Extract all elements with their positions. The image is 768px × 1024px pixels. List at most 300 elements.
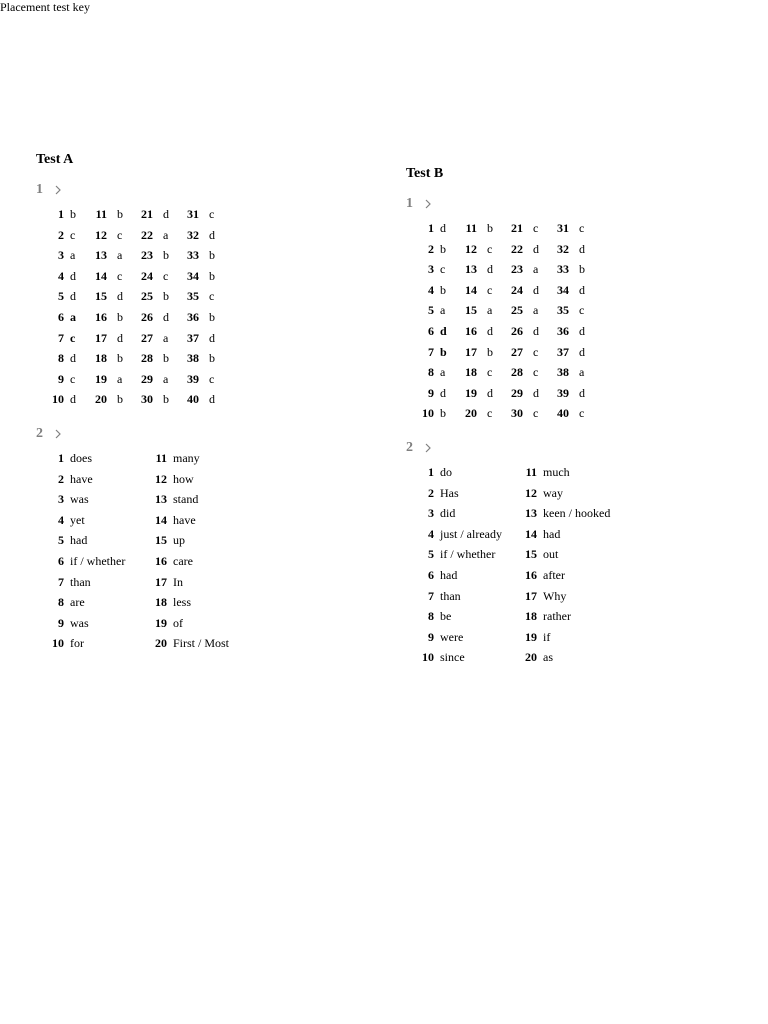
answer-value: b [487, 221, 493, 235]
question-number: 40 [557, 406, 569, 421]
answer-row [36, 592, 191, 613]
question-number: 17 [95, 330, 107, 345]
test-b-section-1-answers [406, 218, 585, 424]
answer-value: care [173, 553, 193, 568]
answer-value: much [543, 464, 570, 479]
question-number: 16 [525, 567, 537, 582]
question-number: 7 [428, 344, 434, 359]
answer-value: a [117, 371, 123, 386]
question-number: 22 [511, 241, 523, 256]
question-number: 3 [428, 262, 434, 277]
question-number: 9 [58, 615, 64, 630]
answer-value: many [173, 450, 200, 465]
question-number: 37 [187, 330, 199, 345]
answer-value: were [440, 629, 464, 644]
question-number: 19 [155, 615, 167, 630]
question-number: 15 [525, 547, 537, 562]
question-number: 18 [95, 351, 107, 366]
question-number: 28 [141, 351, 153, 366]
answer-value: rather [543, 609, 571, 624]
answer-row [406, 483, 563, 504]
test-a-section [36, 152, 230, 654]
answer-value: stand [173, 492, 199, 507]
question-number: 33 [187, 248, 199, 263]
question-number: 14 [155, 512, 167, 527]
test-b-title: Test B [406, 166, 444, 181]
question-number: 1 [428, 221, 434, 235]
answer-value: be [440, 609, 452, 624]
answer-value: c [440, 262, 446, 277]
answer-row [36, 510, 196, 531]
answer-value: b [209, 268, 215, 283]
answer-value: b [440, 282, 446, 297]
section-number: 1 [406, 196, 413, 211]
question-number: 10 [52, 392, 64, 407]
question-number: 38 [557, 365, 569, 380]
question-number: 37 [557, 344, 569, 359]
answer-row [406, 503, 611, 524]
test-a-section-1-answers [36, 204, 215, 410]
question-number: 1 [58, 207, 64, 221]
answer-value: a [163, 371, 169, 386]
section-number: 1 [36, 182, 43, 197]
question-number: 10 [422, 650, 434, 665]
question-number: 27 [511, 344, 523, 359]
test-a-section-1-heading [36, 182, 73, 198]
question-number: 20 [95, 392, 107, 407]
answer-row [36, 369, 215, 390]
answer-value: a [70, 309, 76, 324]
question-number: 5 [428, 547, 434, 562]
test-b-section-1-heading [406, 196, 443, 212]
answer-value: c [70, 371, 76, 386]
answer-value: c [163, 268, 169, 283]
answer-row [406, 586, 567, 607]
answer-value: a [163, 330, 169, 345]
question-number: 1 [58, 450, 64, 465]
answer-value: In [173, 574, 183, 589]
answer-value: d [209, 227, 215, 242]
answer-row [36, 448, 200, 469]
test-b-section-2-answers [406, 462, 611, 668]
answer-value: a [70, 248, 76, 263]
question-number: 17 [155, 574, 167, 589]
answer-value: c [487, 282, 493, 297]
question-number: 19 [95, 371, 107, 386]
question-number: 6 [428, 323, 434, 338]
answer-value: c [487, 241, 493, 256]
question-number: 5 [58, 289, 64, 304]
answer-value: how [173, 471, 194, 486]
answer-value: have [173, 512, 196, 527]
chevron-right-icon [53, 429, 63, 439]
answer-value: d [117, 289, 123, 304]
answer-value: since [440, 650, 465, 665]
answer-value: was [70, 492, 89, 507]
question-number: 12 [95, 227, 107, 242]
answer-row [36, 307, 215, 328]
answer-value: than [440, 588, 461, 603]
question-number: 21 [511, 221, 523, 235]
answer-value: c [533, 406, 539, 421]
answer-value: a [440, 365, 446, 380]
chevron-right-icon [423, 443, 433, 453]
question-number: 11 [155, 450, 167, 465]
answer-value: b [70, 207, 76, 221]
answer-row [406, 342, 585, 363]
answer-row [406, 362, 585, 383]
answer-value: b [117, 309, 123, 324]
question-number: 14 [465, 282, 477, 297]
answer-value: c [487, 406, 493, 421]
answer-row [36, 348, 215, 369]
question-number: 32 [557, 241, 569, 256]
answer-value: c [579, 221, 585, 235]
answer-value: b [209, 248, 215, 263]
question-number: 16 [95, 309, 107, 324]
answer-value: just / already [440, 526, 502, 541]
answer-value: b [440, 406, 446, 421]
answer-value: than [70, 574, 91, 589]
answer-value: a [117, 248, 123, 263]
question-number: 15 [95, 289, 107, 304]
answer-row [36, 266, 215, 287]
question-number: 23 [511, 262, 523, 277]
answer-value: way [543, 485, 563, 500]
question-number: 38 [187, 351, 199, 366]
question-number: 8 [58, 595, 64, 610]
question-number: 29 [141, 371, 153, 386]
answer-value: a [440, 303, 446, 318]
answer-value: d [70, 289, 76, 304]
question-number: 10 [422, 406, 434, 421]
question-number: 25 [141, 289, 153, 304]
answer-row [36, 489, 199, 510]
answer-row [406, 627, 551, 648]
answer-value: c [70, 330, 76, 345]
answer-row [36, 225, 215, 246]
question-number: 21 [141, 207, 153, 221]
question-number: 12 [525, 485, 537, 500]
answer-row [36, 551, 193, 572]
question-number: 22 [141, 227, 153, 242]
question-number: 2 [428, 241, 434, 256]
question-number: 18 [525, 609, 537, 624]
answer-value: b [440, 344, 447, 359]
answer-value: less [173, 595, 191, 610]
test-a-title: Test A [36, 152, 74, 167]
answer-row [406, 239, 585, 260]
answer-value: c [117, 227, 123, 242]
answer-value: d [533, 385, 539, 400]
answer-value: c [533, 221, 539, 235]
answer-value: b [117, 392, 123, 407]
question-number: 31 [187, 207, 199, 221]
answer-value: d [163, 207, 169, 221]
document-title: Placement test key [0, 0, 90, 14]
answer-value: a [533, 303, 539, 318]
question-number: 35 [187, 289, 199, 304]
answer-value: d [487, 385, 493, 400]
question-number: 29 [511, 385, 523, 400]
question-number: 14 [525, 526, 537, 541]
answer-value: c [579, 406, 585, 421]
question-number: 33 [557, 262, 569, 277]
answer-value: c [533, 344, 539, 359]
section-number: 2 [36, 425, 43, 441]
question-number: 16 [465, 323, 477, 338]
test-b-section [406, 166, 611, 668]
answer-value: Why [543, 588, 567, 603]
answer-value: b [117, 207, 123, 221]
answer-value: a [163, 227, 169, 242]
answer-row [36, 204, 215, 225]
answer-value: b [117, 351, 123, 366]
question-number: 18 [155, 595, 167, 610]
answer-value: c [70, 227, 76, 242]
answer-row [36, 613, 183, 634]
question-number: 13 [155, 492, 167, 507]
question-number: 15 [155, 533, 167, 548]
answer-value: b [209, 309, 215, 324]
question-number: 10 [52, 636, 64, 651]
answer-value: had [543, 526, 561, 541]
question-number: 7 [58, 574, 64, 589]
question-number: 19 [465, 385, 477, 400]
answer-value: had [440, 567, 458, 582]
question-number: 4 [58, 512, 64, 527]
answer-value: d [70, 392, 76, 407]
answer-row [406, 218, 585, 239]
question-number: 3 [58, 248, 64, 263]
answer-value: d [70, 351, 76, 366]
answer-row [406, 462, 570, 483]
answer-value: d [579, 323, 585, 338]
answer-value: a [533, 262, 539, 277]
question-number: 11 [95, 207, 107, 221]
question-number: 36 [557, 323, 569, 338]
question-number: 15 [465, 303, 477, 318]
answer-value: for [70, 636, 84, 651]
answer-value: after [543, 567, 565, 582]
answer-value: d [579, 385, 585, 400]
question-number: 16 [155, 553, 167, 568]
question-number: 11 [525, 464, 537, 479]
answer-value: had [70, 533, 88, 548]
chevron-right-icon [53, 185, 63, 195]
answer-value: b [163, 351, 169, 366]
question-number: 20 [155, 636, 167, 651]
section-number: 2 [406, 439, 413, 455]
question-number: 2 [58, 227, 64, 242]
answer-row [36, 530, 185, 551]
answer-value: c [209, 207, 215, 221]
answer-value: keen / hooked [543, 506, 611, 521]
question-number: 13 [525, 506, 537, 521]
answer-value: c [487, 365, 493, 380]
question-number: 14 [95, 268, 107, 283]
answer-value: do [440, 464, 452, 479]
question-number: 9 [428, 385, 434, 400]
answer-value: d [163, 309, 169, 324]
chevron-right-icon [423, 199, 433, 209]
answer-row [406, 606, 571, 627]
question-number: 39 [557, 385, 569, 400]
answer-row [406, 383, 585, 404]
answer-value: b [487, 344, 493, 359]
question-number: 3 [58, 492, 64, 507]
answer-value: a [487, 303, 493, 318]
question-number: 7 [428, 588, 434, 603]
answer-value: c [579, 303, 585, 318]
answer-value: d [487, 262, 493, 277]
answer-value: d [533, 323, 539, 338]
question-number: 17 [465, 344, 477, 359]
question-number: 4 [58, 268, 64, 283]
answer-row [406, 259, 585, 280]
answer-value: d [209, 392, 215, 407]
answer-value: d [209, 330, 215, 345]
question-number: 20 [525, 650, 537, 665]
answer-value: d [487, 323, 493, 338]
question-number: 2 [428, 485, 434, 500]
answer-value: c [117, 268, 123, 283]
question-number: 28 [511, 365, 523, 380]
question-number: 18 [465, 365, 477, 380]
question-number: 5 [58, 533, 64, 548]
answer-value: d [579, 344, 585, 359]
question-number: 30 [511, 406, 523, 421]
question-number: 2 [58, 471, 64, 486]
answer-value: b [440, 241, 446, 256]
answer-value: d [440, 221, 446, 235]
question-number: 12 [155, 471, 167, 486]
answer-row [406, 565, 565, 586]
answer-value: b [163, 289, 169, 304]
answer-value: does [70, 450, 92, 465]
answer-value: First / Most [173, 636, 230, 651]
answer-row [406, 647, 553, 668]
question-number: 36 [187, 309, 199, 324]
question-number: 34 [557, 282, 569, 297]
question-number: 8 [58, 351, 64, 366]
answer-value: d [579, 282, 585, 297]
question-number: 17 [525, 588, 537, 603]
answer-value: if / whether [70, 553, 126, 568]
answer-value: b [163, 248, 169, 263]
answer-value: did [440, 506, 456, 521]
answer-row [406, 321, 585, 342]
question-number: 4 [428, 282, 434, 297]
answer-row [36, 245, 215, 266]
question-number: 1 [428, 464, 434, 479]
question-number: 13 [95, 248, 107, 263]
question-number: 23 [141, 248, 153, 263]
question-number: 26 [511, 323, 523, 338]
answer-value: c [209, 289, 215, 304]
answer-value: d [440, 323, 447, 338]
answer-value: d [117, 330, 123, 345]
answer-row [36, 572, 183, 593]
answer-value: b [163, 392, 169, 407]
answer-value: b [579, 262, 585, 277]
test-a-section-2-answers [36, 448, 230, 654]
question-number: 31 [557, 221, 569, 235]
answer-value: up [173, 533, 185, 548]
question-number: 4 [428, 526, 434, 541]
answer-row [406, 280, 585, 301]
answer-value: d [533, 241, 539, 256]
question-number: 12 [465, 241, 477, 256]
question-number: 30 [141, 392, 153, 407]
question-number: 35 [557, 303, 569, 318]
question-number: 24 [141, 268, 153, 283]
question-number: 9 [58, 371, 64, 386]
answer-value: d [70, 268, 76, 283]
question-number: 7 [58, 330, 64, 345]
answer-value: c [209, 371, 215, 386]
answer-row [406, 403, 585, 424]
answer-row [406, 524, 561, 545]
answer-value: b [209, 351, 215, 366]
question-number: 9 [428, 629, 434, 644]
question-number: 26 [141, 309, 153, 324]
answer-value: are [70, 595, 85, 610]
answer-value: d [579, 241, 585, 256]
question-number: 8 [428, 609, 434, 624]
test-b-section-2-heading [406, 440, 443, 456]
question-number: 25 [511, 303, 523, 318]
question-number: 13 [465, 262, 477, 277]
answer-value: Has [440, 485, 459, 500]
test-a-section-2-heading [36, 426, 73, 442]
question-number: 40 [187, 392, 199, 407]
question-number: 19 [525, 629, 537, 644]
question-number: 5 [428, 303, 434, 318]
answer-value: d [533, 282, 539, 297]
answer-value: yet [70, 512, 85, 527]
question-number: 6 [428, 567, 434, 582]
question-number: 8 [428, 365, 434, 380]
answer-value: d [440, 385, 446, 400]
question-number: 24 [511, 282, 523, 297]
question-number: 6 [58, 553, 64, 568]
answer-row [406, 300, 585, 321]
answer-value: of [173, 615, 183, 630]
answer-value: out [543, 547, 559, 562]
question-number: 39 [187, 371, 199, 386]
answer-value: if / whether [440, 547, 496, 562]
answer-row [36, 286, 215, 307]
answer-row [36, 328, 215, 349]
question-number: 27 [141, 330, 153, 345]
question-number: 3 [428, 506, 434, 521]
answer-value: c [533, 365, 539, 380]
answer-value: a [579, 365, 585, 380]
question-number: 34 [187, 268, 199, 283]
question-number: 32 [187, 227, 199, 242]
question-number: 11 [465, 221, 477, 235]
answer-value: have [70, 471, 93, 486]
answer-row [36, 389, 215, 410]
answer-row [36, 469, 194, 490]
question-number: 20 [465, 406, 477, 421]
answer-row [406, 544, 559, 565]
question-number: 6 [58, 309, 64, 324]
answer-value: was [70, 615, 89, 630]
answer-value: as [543, 650, 553, 665]
answer-row [36, 633, 230, 654]
